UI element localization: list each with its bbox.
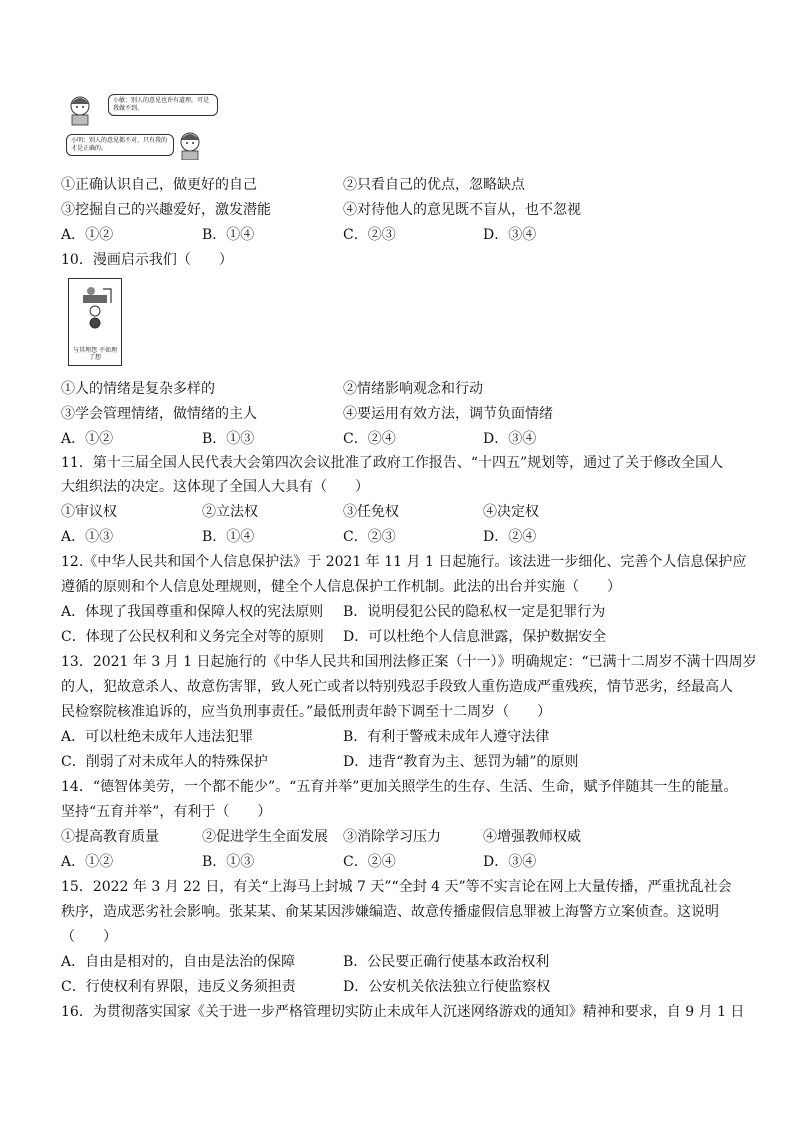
- q11-option-d: D．②④: [483, 529, 537, 545]
- q15-stem-line-3: （ ）: [61, 929, 117, 945]
- q14-item-4: ④增强教师权威: [483, 829, 581, 845]
- q10-item-1: ①人的情绪是复杂多样的: [61, 381, 215, 397]
- q9-option-b: B．①④: [202, 227, 255, 243]
- q9-option-d: D．③④: [483, 227, 537, 243]
- comic-image-2: [68, 278, 122, 366]
- q13-stem-line-2: 的人，犯故意杀人、故意伤害罪，致人死亡或者以特别残忍手段致人重伤造成严重残疾，情节恶劣，经最高人: [61, 679, 733, 695]
- q10-item-4: ④要运用有效方法，调节负面情绪: [343, 406, 553, 422]
- q14-item-2: ②促进学生全面发展: [202, 829, 328, 845]
- q11-option-b: B．①④: [202, 529, 255, 545]
- q10-stem: 10．漫画启示我们（ ）: [61, 252, 233, 268]
- q10-option-d: D．③④: [483, 431, 537, 447]
- q13-option-c: C．削弱了对未成年人的特殊保护: [61, 754, 268, 770]
- q13-option-a: A．可以杜绝未成年人违法犯罪: [61, 729, 254, 745]
- q12-option-a: A．体现了我国尊重和保障人权的宪法原则: [61, 604, 324, 620]
- q9-item-3: ③挖掘自己的兴趣爱好，激发潜能: [61, 202, 271, 218]
- q14-option-c: C．②④: [343, 854, 396, 870]
- q12-option-c: C．体现了公民权利和义务完全对等的原则: [61, 629, 324, 645]
- q10-option-a: A．①②: [61, 431, 114, 447]
- speech-bubble-2: 小明：别人的意见都不对，只有我的才是正确的。: [66, 134, 174, 156]
- q15-option-a: A．自由是相对的，自由是法治的保障: [61, 954, 296, 970]
- q11-item-3: ③任免权: [343, 504, 399, 520]
- q13-option-b: B．有利于警戒未成年人遵守法律: [343, 729, 550, 745]
- q12-stem-line-2: 遵循的原则和个人信息处理规则，健全个人信息保护工作机制。此法的出台并实施（ ）: [61, 579, 621, 595]
- q14-stem-line-1: 14．“德智体美劳，一个都不能少”。“五育并举”更加关照学生的生存、生活、生命，赋予伴随其一生的能量。: [61, 779, 738, 795]
- q11-item-4: ④决定权: [483, 504, 539, 520]
- q14-option-d: D．③④: [483, 854, 537, 870]
- q9-option-c: C．②③: [343, 227, 396, 243]
- q10-option-c: C．②④: [343, 431, 396, 447]
- q11-option-c: C．②③: [343, 529, 396, 545]
- q14-option-b: B．①③: [202, 854, 255, 870]
- q14-option-a: A．①②: [61, 854, 114, 870]
- q10-option-b: B．①③: [202, 431, 255, 447]
- q12-option-d: D．可以杜绝个人信息泄露，保护数据安全: [343, 629, 607, 645]
- speech-bubble-1: 小敏：别人的意见也许有道理，可是我做不到。: [108, 94, 218, 116]
- q14-item-1: ①提高教育质量: [61, 829, 159, 845]
- q9-item-2: ②只看自己的优点，忽略缺点: [343, 177, 525, 193]
- q15-stem-line-1: 15．2022 年 3 月 22 日，有关“上海马上封城 7 天”“全封 4 天”等不实言论在网上大量传播，严重扰乱社会: [61, 879, 732, 895]
- q11-option-a: A．①③: [61, 529, 114, 545]
- q12-stem-line-1: 12.《中华人民共和国个人信息保护法》于 2021 年 11 月 1 日起施行。该法进一步细化、完善个人信息保护应: [61, 554, 747, 570]
- q9-item-4: ④对待他人的意见既不盲从，也不忽视: [343, 202, 581, 218]
- q15-option-c: C．行使权利有界限，违反义务须担责: [61, 979, 296, 995]
- q11-stem-line-2: 大组织法的决定。这体现了全国人大具有（ ）: [61, 479, 369, 495]
- q16-stem-line-1: 16．为贯彻落实国家《关于进一步严格管理切实防止未成年人沉迷网络游戏的通知》精神和要求，自 9 月 1 日: [61, 1004, 745, 1020]
- q14-stem-line-2: 坚持“五育并举”，有利于（ ）: [61, 804, 272, 820]
- q15-option-b: B．公民要正确行使基本政治权利: [343, 954, 550, 970]
- q13-option-d: D．违背“教育为主、惩罚为辅”的原则: [343, 754, 579, 770]
- comic-caption: 与其埋怨 不如理了想: [73, 347, 117, 361]
- q9-item-1: ①正确认识自己，做更好的自己: [61, 177, 257, 193]
- q12-option-b: B．说明侵犯公民的隐私权一定是犯罪行为: [343, 604, 606, 620]
- q10-item-3: ③学会管理情绪，做情绪的主人: [61, 406, 257, 422]
- q9-option-a: A．①②: [61, 227, 114, 243]
- q10-item-2: ②情绪影响观念和行动: [343, 381, 483, 397]
- q11-stem-line-1: 11．第十三届全国人民代表大会第四次会议批准了政府工作报告、“十四五”规划等，通过了关于修改全国人: [61, 455, 724, 471]
- q14-item-3: ③消除学习压力: [343, 829, 441, 845]
- q11-item-2: ②立法权: [202, 504, 258, 520]
- q15-stem-line-2: 秩序，造成恶劣社会影响。张某某、俞某某因涉嫌编造、故意传播虚假信息罪被上海警方立案侦查。这说明: [61, 904, 719, 920]
- q11-item-1: ①审议权: [61, 504, 117, 520]
- q13-stem-line-3: 民检察院核准追诉的，应当负刑事责任。”最低刑责年龄下调至十二周岁（ ）: [61, 704, 552, 720]
- comic-image-1: [66, 90, 226, 160]
- q13-stem-line-1: 13．2021 年 3 月 1 日起施行的《中华人民共和国刑法修正案（十一）》明确规定：“已满十二周岁不满十四周岁: [61, 654, 757, 670]
- q15-option-d: D．公安机关依法独立行使监察权: [343, 979, 551, 995]
